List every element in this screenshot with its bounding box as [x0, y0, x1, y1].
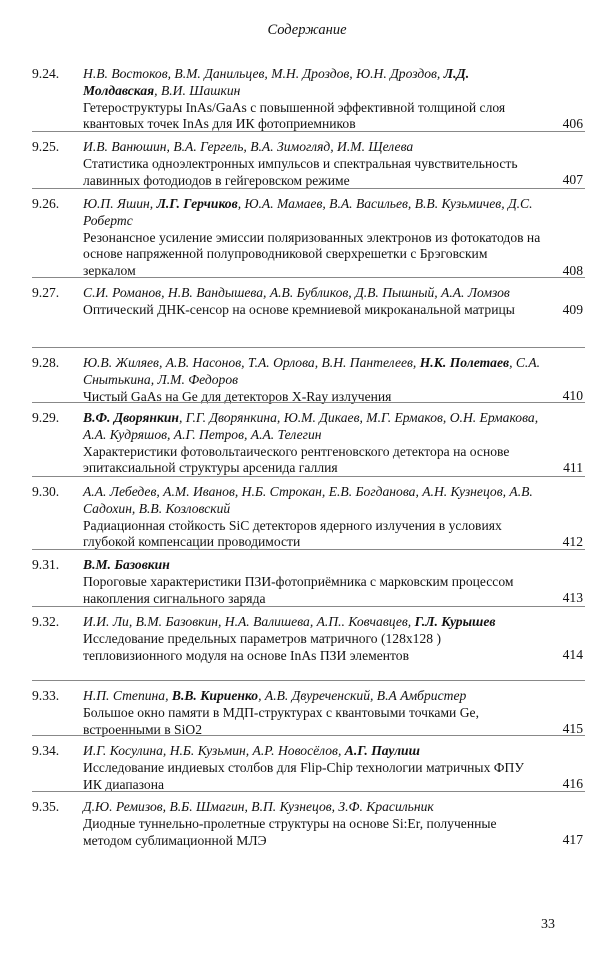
- entry-number: 9.29.: [32, 410, 60, 425]
- entry-divider: [32, 791, 585, 792]
- entry-authors: [83, 196, 541, 230]
- entry-body: [83, 484, 541, 551]
- entry-authors: [83, 66, 541, 100]
- entry-title: Диодные туннельно-пролетные структуры на основе Si:Er, полученные методом сублимационной МЛЭ: [83, 815, 497, 848]
- entry-number: 9.27.: [32, 285, 60, 300]
- entry-number: 9.32.: [32, 614, 60, 629]
- entry-number: 9.34.: [32, 743, 60, 758]
- entry-page: 413: [562, 590, 583, 606]
- entry-number: 9.24.: [32, 66, 60, 81]
- toc-entry: [0, 355, 614, 405]
- toc-entry: [0, 799, 614, 849]
- entry-body: [83, 285, 541, 319]
- entry-divider: [32, 402, 585, 403]
- entry-body: [83, 743, 541, 793]
- author-list: И.И. Ли, В.М. Базовкин, Н.А. Валишева, А.П.. Ковчавцев,: [83, 614, 415, 629]
- toc-entry: [0, 410, 614, 477]
- entry-divider: [32, 188, 585, 189]
- entry-authors: [83, 743, 541, 760]
- toc-entry: [0, 196, 614, 280]
- presenting-author: В.М. Базовкин: [83, 557, 170, 572]
- entry-title: Статистика одноэлектронных импульсов и спектральная чувствительность лавинных фотодиодов в гейгеровском режиме: [83, 155, 518, 188]
- entry-page: 416: [562, 776, 583, 792]
- author-list: И.В. Ванюшин, В.А. Гергель, В.А. Зимогляд, И.М. Щелева: [83, 139, 414, 154]
- author-list: , С.А. Снытькина, Л.М. Федоров: [83, 355, 541, 387]
- entry-number: 9.33.: [32, 688, 60, 703]
- entry-number: 9.26.: [32, 196, 60, 211]
- entry-divider: [32, 549, 585, 550]
- author-list: Д.Ю. Ремизов, В.Б. Шмагин, В.П. Кузнецов, З.Ф. Красильник: [83, 799, 434, 814]
- entry-page: 409: [562, 302, 583, 318]
- toc-entry: [0, 139, 614, 189]
- entry-authors: [83, 139, 541, 156]
- entry-authors: [83, 688, 541, 705]
- author-list: Ю.П. Яшин,: [83, 196, 157, 211]
- toc-entry: [0, 484, 614, 551]
- entry-divider: [32, 680, 585, 681]
- toc-entry: [0, 557, 614, 607]
- entry-page: 415: [562, 721, 583, 737]
- entry-title: Оптический ДНК-сенсор на основе кремниевой микроканальной матрицы: [83, 301, 515, 317]
- author-list: , Ю.А. Мамаев, В.А. Васильев, В.В. Кузьмичев, Д.С. Робертс: [83, 196, 533, 228]
- presenting-author: В.Ф. Дворянкин: [83, 410, 179, 425]
- entry-page: 411: [563, 460, 583, 476]
- entry-number: 9.31.: [32, 557, 60, 572]
- toc-entry: [0, 285, 614, 319]
- entry-authors: [83, 557, 541, 574]
- entry-body: [83, 410, 541, 477]
- entry-body: [83, 557, 541, 607]
- author-list: Н.П. Степина,: [83, 688, 172, 703]
- entry-body: [83, 66, 541, 133]
- toc-entry: [0, 66, 614, 133]
- author-list: И.Г. Косулина, Н.Б. Кузьмин, А.Р. Новосёлов,: [83, 743, 345, 758]
- author-list: Ю.В. Жиляев, А.В. Насонов, Т.А. Орлова, В.Н. Пантелеев,: [83, 355, 420, 370]
- author-list: Н.В. Востоков, В.М. Данильцев, М.Н. Дроздов, Ю.Н. Дроздов,: [83, 66, 444, 81]
- author-list: , А.В. Двуреченский, В.А Амбристер: [258, 688, 467, 703]
- entry-divider: [32, 131, 585, 132]
- entry-divider: [32, 347, 585, 348]
- entry-title: Большое окно памяти в МДП-структурах с квантовыми точками Ge, встроенными в SiO2: [83, 704, 479, 737]
- entry-title: Характеристики фотовольтаического рентгеновского детектора на основе эпитаксиальной структуры арсенида галлия: [83, 443, 510, 476]
- presenting-author: Л.Д. Молдавская: [83, 66, 470, 98]
- entry-authors: [83, 799, 541, 816]
- toc-entry: [0, 614, 614, 664]
- entry-body: [83, 688, 541, 738]
- author-list: , Г.Г. Дворянкина, Ю.М. Дикаев, М.Г. Ермаков, О.Н. Ермакова, А.А. Кудряшов, А.Г. Петров, А.А. Телегин: [83, 410, 539, 442]
- entry-authors: [83, 614, 541, 631]
- presenting-author: Л.Г. Герчиков: [156, 196, 238, 211]
- entry-page: 406: [562, 116, 583, 132]
- toc-entry: [0, 688, 614, 738]
- entry-authors: [83, 410, 541, 444]
- entry-body: [83, 196, 541, 280]
- author-list: , В.И. Шашкин: [154, 82, 241, 98]
- entry-divider: [32, 606, 585, 607]
- entry-number: 9.35.: [32, 799, 60, 814]
- entry-number: 9.30.: [32, 484, 60, 499]
- entry-body: [83, 799, 541, 849]
- entry-page: 407: [562, 172, 583, 188]
- entry-authors: [83, 484, 541, 518]
- entry-divider: [32, 476, 585, 477]
- entry-page: 408: [562, 263, 583, 279]
- presenting-author: А.Г. Паулиш: [344, 743, 420, 758]
- entry-page: 414: [562, 647, 583, 663]
- entry-body: [83, 139, 541, 189]
- entry-divider: [32, 735, 585, 736]
- entry-number: 9.28.: [32, 355, 60, 370]
- entry-title: Гетероструктуры InAs/GaAs с повышенной эффективной толщиной слоя квантовых точек InAs для ИК фотоприемников: [83, 99, 506, 132]
- toc-entry: [0, 743, 614, 793]
- author-list: С.И. Романов, Н.В. Вандышева, А.В. Бубликов, Д.В. Пышный, А.А. Ломзов: [83, 285, 510, 300]
- entry-page: 417: [562, 832, 583, 848]
- entry-title: Резонансное усиление эмиссии поляризованных электронов из фотокатодов на основе напряженной полупроводниковой сверхрешетки с Брэговским зеркалом: [83, 229, 541, 279]
- entry-title: Исследование предельных параметров матричного (128х128 ) тепловизионного модуля на основе InAs ПЗИ элементов: [83, 630, 441, 663]
- page-number: 33: [541, 917, 555, 932]
- entry-authors: [83, 285, 541, 302]
- presenting-author: В.В. Кириенко: [171, 688, 259, 703]
- presenting-author: Н.К. Полетаев: [419, 355, 510, 370]
- entry-page: 410: [562, 388, 583, 404]
- entry-divider: [32, 277, 585, 278]
- page-header: Содержание: [267, 22, 347, 38]
- entry-title: Пороговые характеристики ПЗИ-фотоприёмника с марковским процессом накопления сигнального заряда: [83, 573, 514, 606]
- entry-title: Чистый GaAs на Ge для детекторов X-Ray излучения: [83, 388, 392, 404]
- entry-title: Исследование индиевых столбов для Flip-Chip технологии матричных ФПУ ИК диапазона: [83, 759, 524, 792]
- presenting-author: Г.Л. Курышев: [414, 614, 496, 629]
- entry-title: Радиационная стойкость SiC детекторов ядерного излучения в условиях глубокой компенсации проводимости: [83, 517, 502, 550]
- entry-page: 412: [562, 534, 583, 550]
- entry-number: 9.25.: [32, 139, 60, 154]
- author-list: А.А. Лебедев, А.М. Иванов, Н.Б. Строкан, Е.В. Богданова, А.Н. Кузнецов, А.В. Садохин, В.В. Козловский: [83, 484, 533, 516]
- entry-authors: [83, 355, 541, 389]
- entry-body: [83, 355, 541, 405]
- entry-body: [83, 614, 541, 664]
